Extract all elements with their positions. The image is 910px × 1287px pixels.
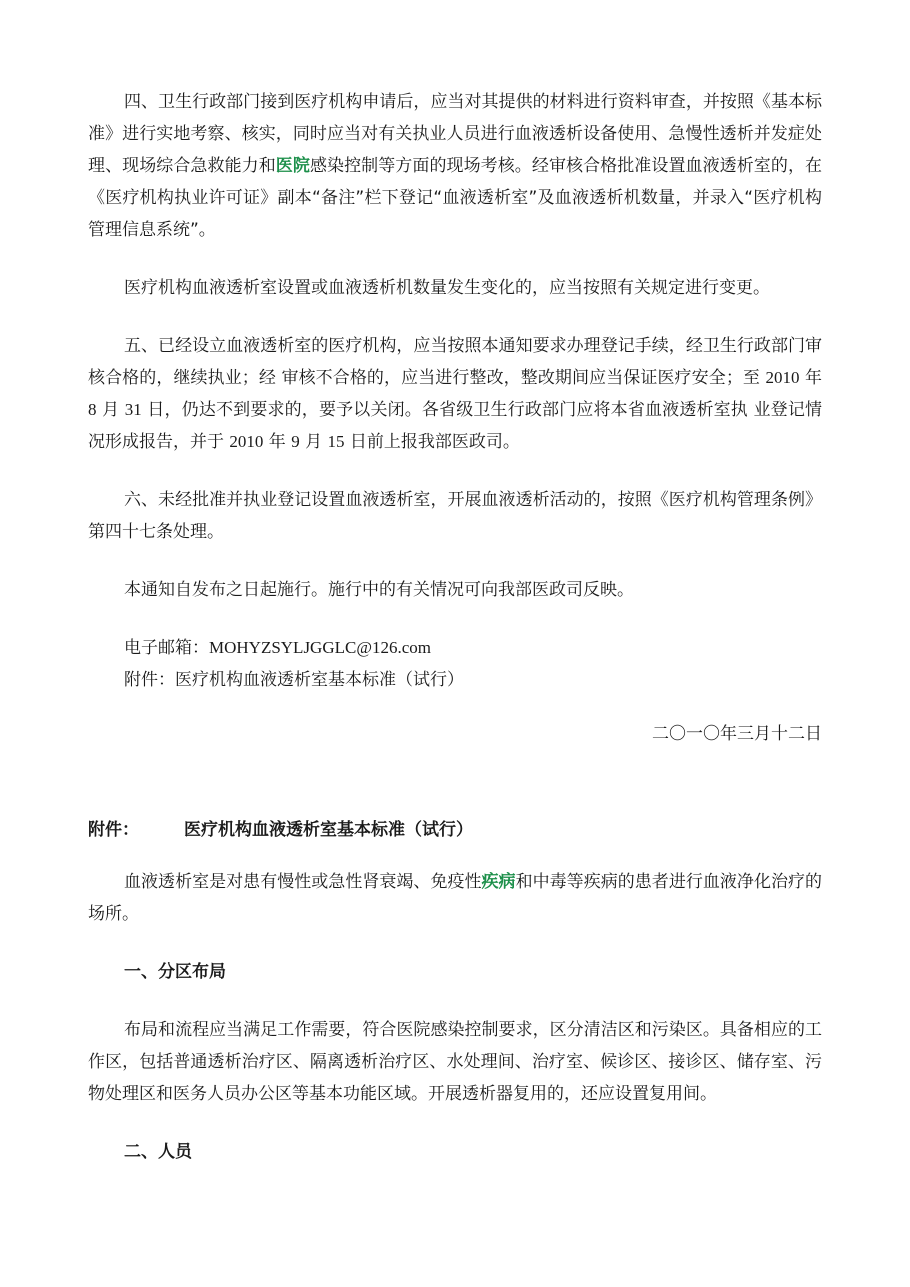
paragraph-item-4: 四、卫生行政部门接到医疗机构申请后，应当对其提供的材料进行资料审查，并按照《基本标准》进行实地考察、核实，同时应当对有关执业人员进行血液透析设备使用、急慢性透析并发症处理、现场综合急救能力和医院感染控制等方面的现场考核。经审核合格批准设置血液透析室的，在《医疗机构执业许可证》副本“备注”栏下登记“血液透析室”及血液透析机数量，并录入“医疗机构管理信息系统”。: [88, 92, 823, 240]
attachment-title: 医疗机构血液透析室基本标准（试行）: [184, 820, 473, 840]
attachment-label: 附件：: [88, 820, 139, 840]
hospital-keyword-link[interactable]: 医院: [275, 156, 310, 176]
contact-email-line: 电子邮箱：MOHYZSYLJGGLC@126.com: [124, 638, 432, 658]
paragraph-change-registration: 医疗机构血液透析室设置或血液透析机数量发生变化的，应当按照有关规定进行变更。: [124, 278, 770, 298]
attachment-heading: [88, 814, 822, 846]
disease-keyword-link[interactable]: 疾病: [481, 872, 516, 892]
email-address[interactable]: MOHYZSYLJGGLC@126.com: [209, 638, 432, 657]
document-date: 二〇一〇年三月十二日: [652, 724, 822, 744]
section-text-layout: 布局和流程应当满足工作需要，符合医院感染控制要求，区分清洁区和污染区。具备相应的工作区，包括普通透析治疗区、隔离透析治疗区、水处理间、治疗室、候诊区、接诊区、储存室、污物处理区和医务人员办公区等基本功能区域。开展透析器复用的，还应设置复用间。: [88, 1020, 822, 1104]
section-heading-staff: 二、人员: [124, 1142, 192, 1162]
document-page: [88, 86, 822, 1194]
paragraph-item-5: 五、已经设立血液透析室的医疗机构，应当按照本通知要求办理登记手续，经卫生行政部门审核合格的，继续执业；经 审核不合格的，应当进行整改，整改期间应当保证医疗安全；至 2010 年 8 月 31 日，仍达不到要求的，要予以关闭。各省级卫生行政部门应将本省血液透析室执 业登记情况形成报告，并于 2010 年 9 月 15 日前上报我部医政司。: [88, 336, 822, 452]
section-heading-layout: 一、分区布局: [124, 962, 226, 982]
paragraph-effective-date: 本通知自发布之日起施行。施行中的有关情况可向我部医政司反映。: [124, 580, 634, 600]
paragraph-item-6: 六、未经批准并执业登记设置血液透析室，开展血液透析活动的，按照《医疗机构管理条例》第四十七条处理。: [88, 490, 822, 542]
attachment-reference-line: 附件：医疗机构血液透析室基本标准（试行）: [124, 670, 464, 690]
attachment-intro: 血液透析室是对患有慢性或急性肾衰竭、免疫性疾病和中毒等疾病的患者进行血液净化治疗的场所。: [88, 872, 823, 924]
